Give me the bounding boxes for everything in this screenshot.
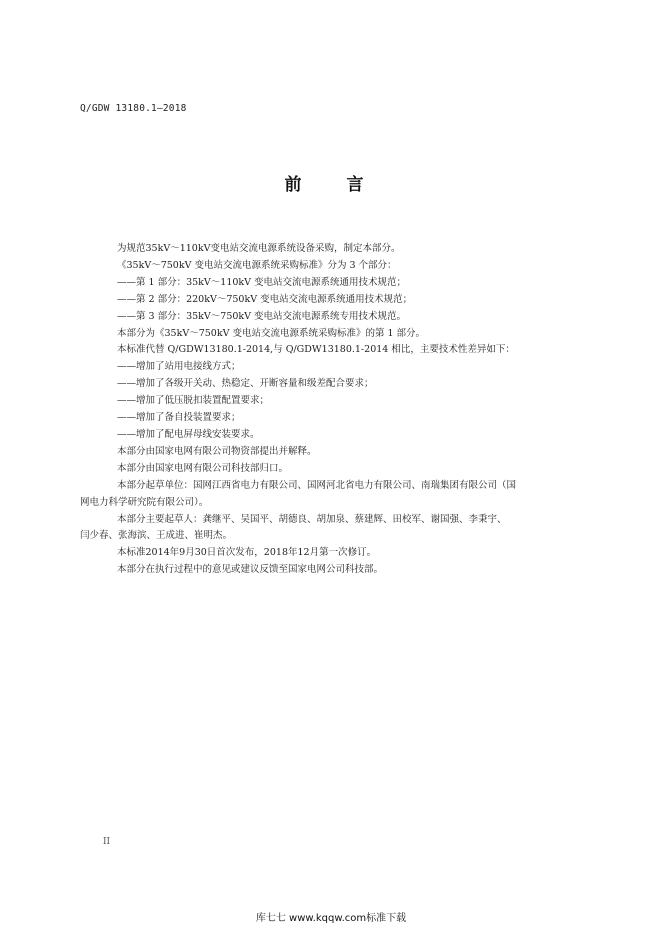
paragraph-purpose: 为规范35kV～110kV变电站交流电源系统设备采购，制定本部分。	[117, 243, 401, 254]
paragraph-drafting-units-cont: 网电力科学研究院有限公司）。	[80, 496, 209, 508]
list-item-part-2: ——第 2 部分：220kV～750kV 变电站交流电源系统通用技术规范；	[117, 293, 413, 305]
paragraph-drafters-cont: 闫少春、张海滨、王成进、崔明杰。	[80, 530, 233, 542]
list-item-change-4: ——增加了备自投装置要求；	[117, 412, 241, 424]
list-item-change-2: ——增加了各级开关动、热稳定、开断容量和级差配合要求；	[117, 378, 374, 390]
paragraph-release-history: 本标准2014年9月30日首次发布，2018年12月第一次修订。	[117, 547, 377, 559]
list-item-change-1: ——增加了站用电接线方式；	[117, 361, 241, 373]
list-item-part-3: ——第 3 部分：35kV～750kV 变电站交流电源系统专用技术规范。	[117, 310, 407, 322]
paragraph-managed-by: 本部分由国家电网有限公司科技部归口。	[117, 462, 289, 474]
paragraph-drafting-units: 本部分起草单位：国网江西省电力有限公司、国网河北省电力有限公司、南瑞集团有限公司（国	[117, 479, 517, 491]
paragraph-structure: 《35kV～750kV 变电站交流电源系统采购标准》分为 3 个部分：	[117, 259, 397, 271]
standard-code: Q/GDW 13180.1—2018	[80, 103, 187, 114]
footer-watermark: 库七七 www.kqqw.com标准下载	[255, 913, 407, 924]
list-item-part-1: ——第 1 部分：35kV～110kV 变电站交流电源系统通用技术规范；	[117, 276, 407, 288]
page-number: II	[103, 837, 111, 847]
paragraph-replaces: 本标准代替 Q/GDW13180.1-2014,与 Q/GDW13180.1-2014 相比，主要技术性差异如下：	[117, 344, 515, 356]
paragraph-feedback: 本部分在执行过程中的意见或建议反馈至国家电网公司科技部。	[117, 564, 384, 576]
foreword-body	[80, 241, 577, 579]
list-item-change-3: ——增加了低压脱扣装置配置要求；	[117, 395, 270, 407]
paragraph-proposed-by: 本部分由国家电网有限公司物资部提出并解释。	[117, 445, 317, 457]
page-title: 前 言	[284, 175, 378, 195]
list-item-change-5: ——增加了配电屏母线安装要求。	[117, 428, 260, 440]
paragraph-this-part: 本部分为《35kV～750kV 变电站交流电源系统采购标准》的第 1 部分。	[117, 327, 426, 339]
paragraph-drafters: 本部分主要起草人：龚继平、吴国平、胡德良、胡加泉、蔡建辉、田校军、谢国强、李秉宇、	[117, 513, 507, 525]
